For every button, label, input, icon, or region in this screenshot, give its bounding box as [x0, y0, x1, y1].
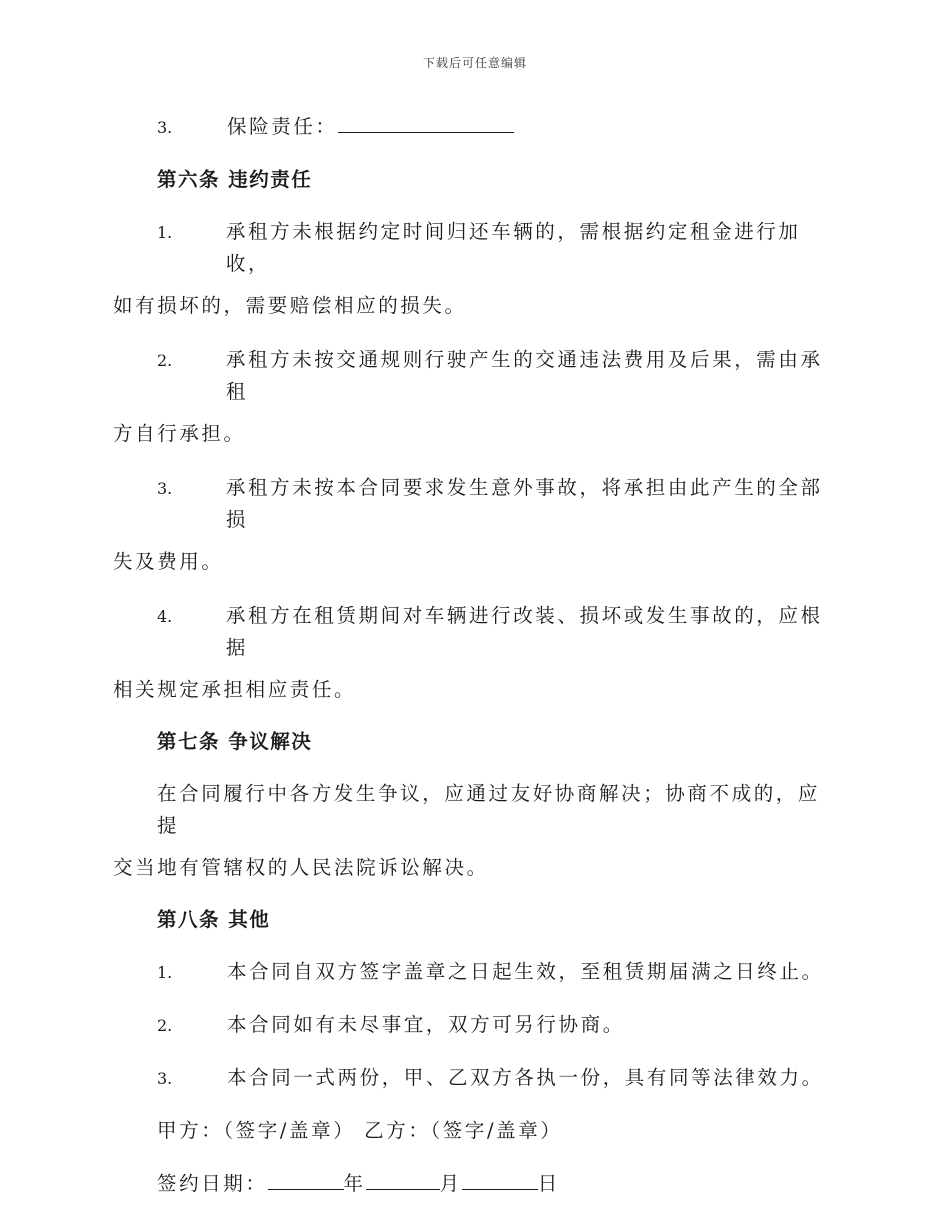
signing-date [113, 1167, 835, 1200]
article6-item-1 [113, 216, 835, 322]
article8-title: 第八条 其他 [157, 908, 271, 931]
clause-number: 4. [157, 607, 173, 626]
date-label: 签约日期： [157, 1172, 268, 1195]
insurance-blank [338, 110, 514, 133]
clause-number: 1. [157, 963, 173, 982]
page-header: 下载后可任意编辑 [422, 56, 527, 70]
article8-item-1 [113, 956, 835, 989]
year-label: 年 [343, 1172, 366, 1195]
insurance-clause [113, 110, 835, 144]
clause-text: 承租方在租赁期间对车辆进行改装、损坏或发生事故的，应根据 [225, 604, 823, 659]
month-label: 月 [439, 1172, 462, 1195]
signature-line: 甲方：（签字/盖章） 乙方：（签字/盖章） [157, 1119, 563, 1142]
paragraph-text: 在合同履行中各方发生争议，应通过友好协商解决；协商不成的，应提 [157, 782, 821, 837]
document-body [113, 110, 835, 1200]
article8-item-2 [113, 1009, 835, 1042]
article7-paragraph [113, 778, 835, 884]
clause-text-continued: 相关规定承担相应责任。 [113, 678, 357, 701]
clause-text: 本合同自双方签字盖章之日起生效，至租赁期届满之日终止。 [227, 960, 824, 983]
clause-number: 1. [157, 223, 173, 242]
clause-text: 承租方未按交通规则行驶产生的交通违法费用及后果，需由承租 [225, 348, 823, 403]
month-blank [366, 1167, 440, 1190]
clause-text-continued: 如有损坏的，需要赔偿相应的损失。 [113, 294, 467, 317]
clause-number: 3. [157, 479, 173, 498]
clause-number: 2. [157, 1016, 173, 1035]
clause-text-continued: 失及费用。 [113, 550, 224, 573]
clause-number: 2. [157, 351, 173, 370]
article6-item-3 [113, 472, 835, 578]
paragraph-text-continued: 交当地有管辖权的人民法院诉讼解决。 [113, 856, 489, 879]
clause-text: 本合同如有未尽事宜，双方可另行协商。 [227, 1013, 625, 1036]
day-label: 日 [537, 1172, 560, 1195]
clause-text: 承租方未根据约定时间归还车辆的，需根据约定租金进行加收， [225, 220, 801, 275]
article6-item-2 [113, 344, 835, 450]
clause-label: 保险责任： [227, 115, 338, 138]
day-blank [462, 1167, 538, 1190]
article7-title: 第七条 争议解决 [157, 730, 313, 753]
article8-item-3 [113, 1062, 835, 1095]
clause-text-continued: 方自行承担。 [113, 422, 246, 445]
clause-number: 3. [157, 118, 173, 137]
clause-text: 承租方未按本合同要求发生意外事故，将承担由此产生的全部损 [225, 476, 823, 531]
article6-item-4 [113, 600, 835, 706]
clause-number: 3. [157, 1069, 173, 1088]
year-blank [268, 1167, 344, 1190]
clause-text: 本合同一式两份，甲、乙双方各执一份，具有同等法律效力。 [227, 1066, 824, 1089]
article6-title: 第六条 违约责任 [157, 168, 313, 191]
